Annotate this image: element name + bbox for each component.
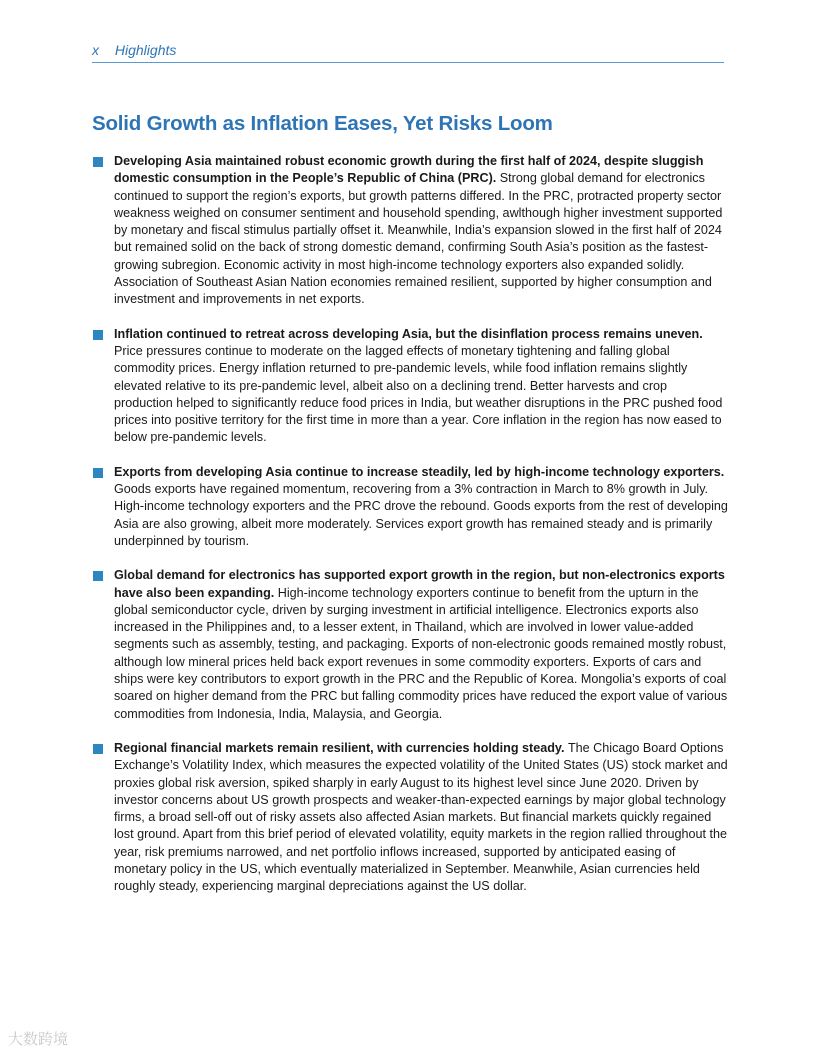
bullet-item [92,464,728,550]
bullet-body: Goods exports have regained momentum, recovering from a 3% contraction in March to 8% growth in July. High-income technology exporters and the PRC drove the rebound. Goods exports from the rest of developing Asia are also growing, albeit more moderately. Services export growth has remained steady and is primarily underpinned by tourism. [114,482,728,548]
watermark: 大数跨境 [8,1030,69,1048]
bullet-body: The Chicago Board Options Exchange’s Volatility Index, which measures the expected volatility of the United States (US) stock market and proxies global risk aversion, spiked sharply in early August to its highest level since June 2020. Driven by investor concerns about US growth prospects and weaker-than-expected earnings by major global technology firms, a broad sell-off out of risky assets also affected Asian markets. But financial markets quickly regained lost ground. Apart from this brief period of elevated volatility, equity markets in the region rallied throughout the year, risk premiums narrowed, and net portfolio inflows increased, supported by anticipated easing of monetary policy in the US, which eventually materialized in September. Meanwhile, Asian currencies held roughly steady, experiencing marginal depreciations against the US dollar. [114,740,728,894]
bullet-body: Strong global demand for electronics continued to support the region’s exports, but growth patterns differed. In the PRC, protracted property sector weakness weighed on consumer sentiment and household spending, awlthough higher investment supported by monetary and fiscal stimulus partially offset it. Meanwhile, India’s expansion slowed in the first half of 2024 but remained solid on the back of strong domestic demand, confirming South Asia’s position as the fastest-growing subregion. Economic activity in most high-income technology exporters also expanded solidly. Association of Southeast Asian Nation economies remained resilient, supported by higher consumption and investment and improvements in net exports. [114,171,723,307]
square-bullet-icon [93,157,103,167]
section-title: Solid Growth as Inflation Eases, Yet Risks Loom [92,112,553,135]
highlights-list [92,153,728,913]
bullet-lead: Inflation continued to retreat across developing Asia, but the disinflation process remains uneven. [114,326,703,341]
bullet-item [92,153,728,309]
square-bullet-icon [93,571,103,581]
section-name: Highlights [114,42,177,58]
page-number: x [92,42,99,58]
bullet-item [92,567,728,723]
bullet-body: High-income technology exporters continue to benefit from the upturn in the global semiconductor cycle, driven by surging investment in artificial intelligence. Electronics exports also increased in the Philippines and, to a lesser extent, in Thailand, which are involved in lower value-added segments such as assembly, testing, and packaging. Exports of non-electronic goods remained mostly robust, although low mineral prices held back export revenues in some commodity exporters. Exports of cars and ships were key contributors to export growth in the PRC and the Republic of Korea. Mongolia’s exports of coal soared on higher demand from the PRC but falling commodity prices have reduced the export value of various commodities from Indonesia, India, Malaysia, and Georgia. [114,585,728,721]
bullet-item [92,740,728,896]
square-bullet-icon [93,744,103,754]
running-header [92,42,724,63]
square-bullet-icon [93,468,103,478]
bullet-body: Price pressures continue to moderate on the lagged effects of monetary tightening and falling global commodity prices. Energy inflation returned to pre-pandemic levels, while food inflation remains slightly elevated relative to its pre-pandemic level, albeit also on a declining trend. Better harvests and crop production helped to significantly reduce food prices in India, but weather disruptions in the PRC pushed food prices into positive territory for the first time in more than a year. Core inflation in the region has now eased to below pre-pandemic levels. [114,343,723,445]
bullet-item [92,326,728,447]
square-bullet-icon [93,330,103,340]
bullet-lead: Global demand for electronics has supported export growth in the region, but non-electronics exports have also been expanding. [114,568,725,600]
bullet-lead: Developing Asia maintained robust economic growth during the first half of 2024, despite sluggish domestic consumption in the People’s Republic of China (PRC). [114,154,704,186]
bullet-lead: Exports from developing Asia continue to increase steadily, led by high-income technology exporters. [114,464,725,479]
bullet-lead: Regional financial markets remain resilient, with currencies holding steady. [114,740,568,755]
